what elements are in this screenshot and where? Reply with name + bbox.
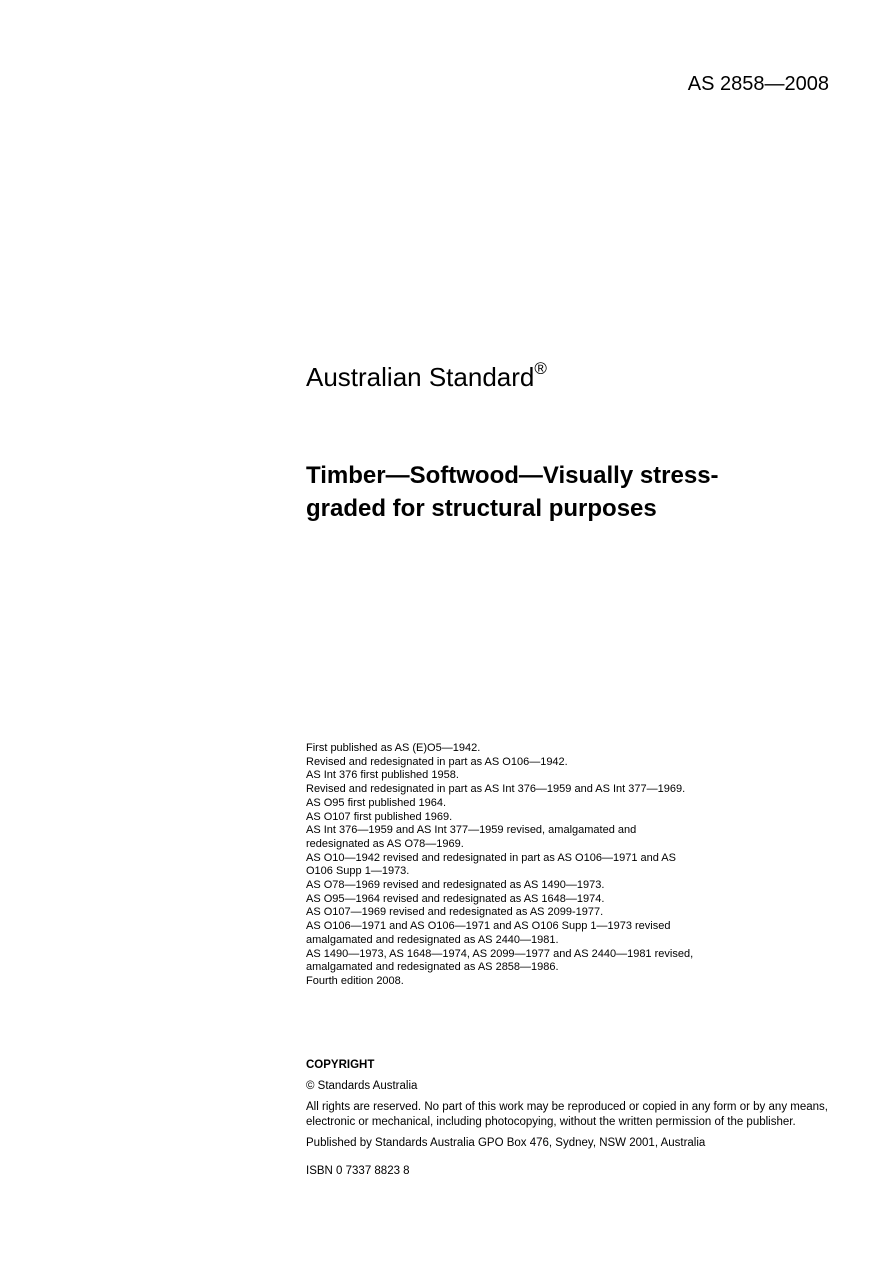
history-line: First published as AS (E)O5—1942. <box>306 742 481 754</box>
history-line: Revised and redesignated in part as AS Int 376—1959 and AS Int 377—1969. <box>306 783 686 796</box>
publisher-info: Published by Standards Australia GPO Box 476, Sydney, NSW 2001, Australia <box>306 1137 706 1149</box>
brand-name: Australian Standard <box>306 362 535 392</box>
history-line: AS Int 376—1959 and AS Int 377—1959 revised, amalgamated and <box>306 824 637 837</box>
standard-brand <box>306 360 547 394</box>
document-title <box>306 459 826 525</box>
title-line-1: Timber—Softwood—Visually stress- <box>306 462 719 489</box>
history-line: Fourth edition 2008. <box>306 974 404 987</box>
title-line-2: graded for structural purposes <box>306 495 657 522</box>
history-line: redesignated as AS O78—1969. <box>306 837 464 850</box>
standard-number: AS 2858—2008 <box>687 73 829 95</box>
copyright-block <box>306 1058 828 1179</box>
publication-history <box>306 742 836 989</box>
history-line: AS Int 376 first published 1958. <box>306 769 459 782</box>
history-line: O106 Supp 1—1973. <box>306 865 410 878</box>
history-line: AS O10—1942 revised and redesignated in part as AS O106—1971 and AS <box>306 851 676 864</box>
isbn: ISBN 0 7337 8823 8 <box>306 1165 410 1177</box>
history-line: AS 1490—1973, AS 1648—1974, AS 2099—1977 and AS 2440—1981 revised, <box>306 947 694 960</box>
copyright-holder: © Standards Australia <box>306 1080 418 1092</box>
history-line: AS O78—1969 revised and redesignated as AS 1490—1973. <box>306 879 605 892</box>
history-line: AS O107—1969 revised and redesignated as AS 2099-1977. <box>306 906 604 919</box>
copyright-heading: COPYRIGHT <box>306 1059 375 1071</box>
history-line: amalgamated and redesignated as AS 2440—1981. <box>306 933 559 946</box>
history-line: amalgamated and redesignated as AS 2858—1986. <box>306 961 559 974</box>
rights-statement: All rights are reserved. No part of this work may be reproduced or copied in any form or by any means, electronic or mechanical, including photocopying, without the written permission of the publisher. <box>306 1101 828 1128</box>
registered-mark: ® <box>534 359 547 379</box>
history-line: AS O107 first published 1969. <box>306 810 453 823</box>
history-line: Revised and redesignated in part as AS O106—1942. <box>306 755 568 768</box>
history-line: AS O95—1964 revised and redesignated as AS 1648—1974. <box>306 892 605 905</box>
history-line: AS O106—1971 and AS O106—1971 and AS O106 Supp 1—1973 revised <box>306 920 671 933</box>
history-line: AS O95 first published 1964. <box>306 796 447 809</box>
